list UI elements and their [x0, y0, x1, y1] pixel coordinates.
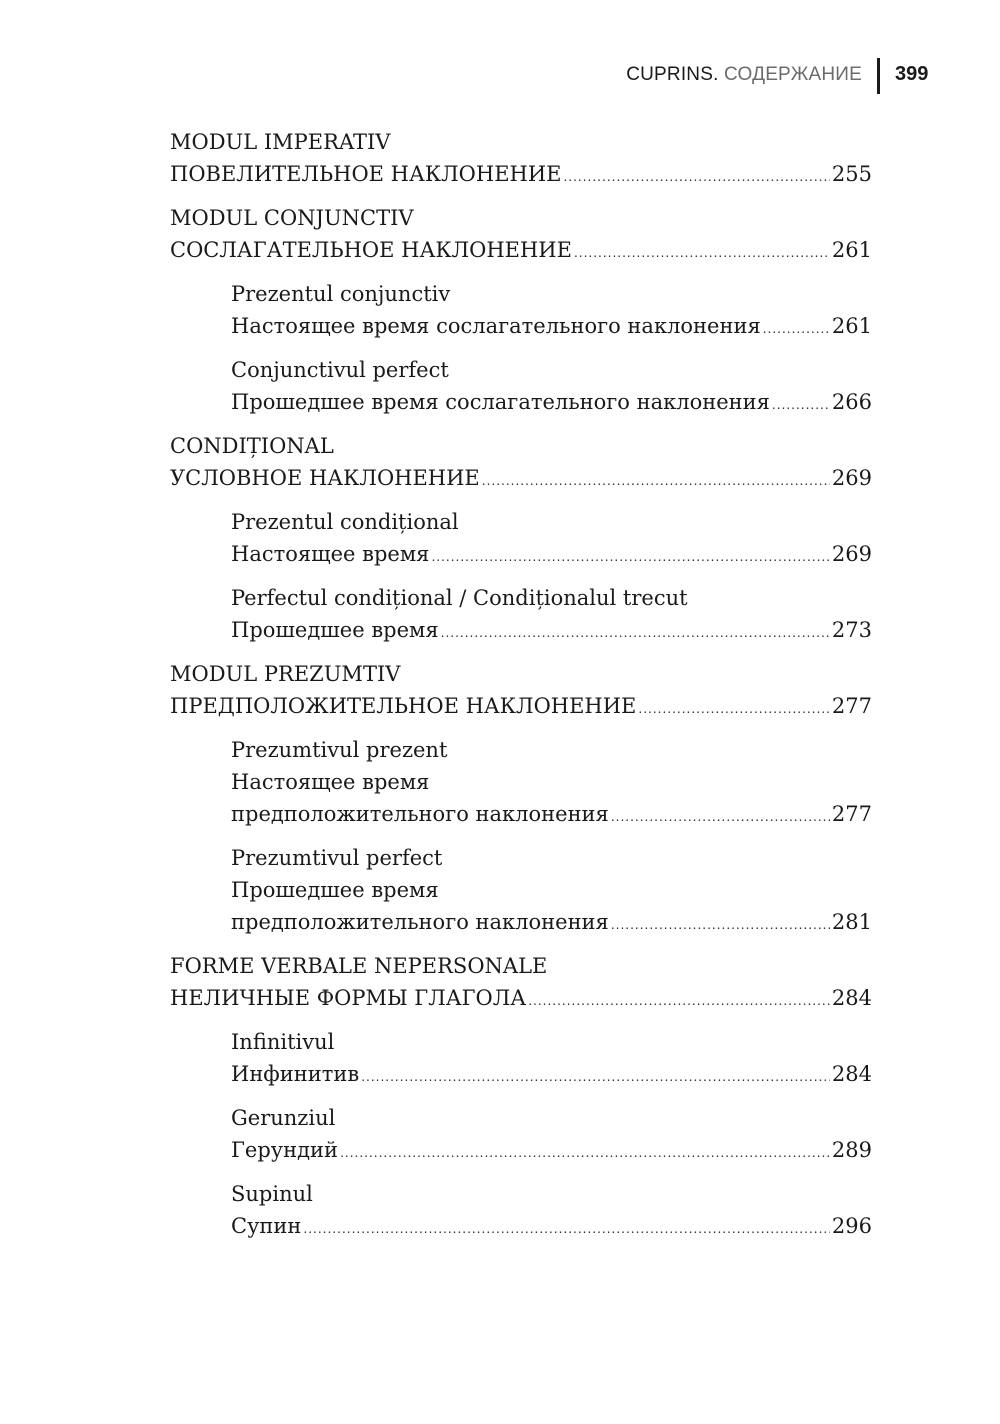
- toc-entry-label: ПРЕДПОЛОЖИТЕЛЬНОЕ НАКЛОНЕНИЕ: [170, 694, 637, 718]
- toc-entry-title: CONDIȚIONAL: [170, 434, 334, 458]
- toc-page-number: 284: [831, 986, 872, 1010]
- toc-entry[interactable]: [0, 202, 1000, 266]
- toc-entry-title: MODUL IMPERATIV: [170, 130, 391, 154]
- dot-leader: [441, 617, 830, 646]
- toc-entry-title: Prezumtivul perfect: [231, 846, 443, 870]
- toc-entry-label: Инфинитив: [231, 1062, 360, 1086]
- toc-entry-final-line: [231, 1058, 872, 1090]
- table-of-contents: [0, 126, 1000, 1254]
- toc-page-number: 273: [831, 618, 872, 642]
- toc-entry-final-line: [231, 1134, 872, 1166]
- running-head-title: [626, 64, 862, 86]
- toc-page-number: 255: [831, 162, 872, 186]
- toc-entry-final-line: [231, 538, 872, 570]
- toc-entry-title: Prezentul condițional: [231, 510, 459, 534]
- toc-page-number: 277: [831, 802, 872, 826]
- dot-leader: [528, 985, 830, 1014]
- toc-entry-label: Герундий: [231, 1138, 339, 1162]
- toc-entry-final-line: [170, 982, 872, 1014]
- toc-entry-title: Supinul: [231, 1182, 313, 1206]
- dot-leader: [431, 541, 829, 570]
- toc-entry-label: Настоящее время: [231, 542, 430, 566]
- toc-entry-label: ПОВЕЛИТЕЛЬНОЕ НАКЛОНЕНИЕ: [170, 162, 562, 186]
- toc-entry[interactable]: [0, 950, 1000, 1014]
- toc-entry-title: Infinitivul: [231, 1030, 335, 1054]
- dot-leader: [303, 1213, 829, 1242]
- toc-entry-title: MODUL CONJUNCTIV: [170, 206, 414, 230]
- toc-page-number: 284: [831, 1062, 872, 1086]
- running-head-title-main: CUPRINS.: [626, 64, 719, 85]
- toc-entry-label: Прошедшее время: [231, 618, 439, 642]
- toc-entry[interactable]: [0, 506, 1000, 570]
- toc-entry-final-line: [170, 158, 872, 190]
- toc-entry-title: MODUL PREZUMTIV: [170, 662, 401, 686]
- toc-entry[interactable]: [0, 430, 1000, 494]
- toc-entry-label: УСЛОВНОЕ НАКЛОНЕНИЕ: [170, 466, 480, 490]
- toc-entry-final-line: [231, 386, 872, 418]
- toc-entry[interactable]: [0, 842, 1000, 938]
- dot-leader: [638, 693, 830, 722]
- toc-entry[interactable]: [0, 1026, 1000, 1090]
- dot-leader: [763, 313, 830, 342]
- toc-entry[interactable]: [0, 126, 1000, 190]
- toc-entry-final-line: [231, 1210, 872, 1242]
- toc-entry[interactable]: [0, 1178, 1000, 1242]
- toc-page-number: 289: [831, 1138, 872, 1162]
- dot-leader: [340, 1137, 830, 1166]
- toc-entry-label: Прошедшее время сослагательного наклонения: [231, 390, 770, 414]
- toc-entry-label: Супин: [231, 1214, 302, 1238]
- dot-leader: [482, 465, 830, 494]
- toc-entry[interactable]: [0, 354, 1000, 418]
- toc-page-number: 277: [831, 694, 872, 718]
- toc-entry-title: Настоящее время: [231, 770, 430, 794]
- toc-entry-final-line: [231, 798, 872, 830]
- toc-page-number: 281: [831, 910, 872, 934]
- toc-page-number: 296: [831, 1214, 872, 1238]
- toc-entry-label: СОСЛАГАТЕЛЬНОЕ НАКЛОНЕНИЕ: [170, 238, 572, 262]
- toc-page-number: 269: [831, 466, 872, 490]
- page-number: 399: [895, 63, 929, 85]
- toc-entry-final-line: [231, 310, 872, 342]
- dot-leader: [361, 1061, 830, 1090]
- toc-entry[interactable]: [0, 734, 1000, 830]
- running-head-divider: [877, 58, 880, 94]
- toc-page-number: 266: [831, 390, 872, 414]
- toc-entry-title: FORME VERBALE NEPERSONALE: [170, 954, 548, 978]
- toc-entry-final-line: [170, 234, 872, 266]
- toc-entry-title: Gerunziul: [231, 1106, 336, 1130]
- toc-entry-title: Prezumtivul prezent: [231, 738, 448, 762]
- toc-entry[interactable]: [0, 658, 1000, 722]
- toc-entry-title: Prezentul conjunctiv: [231, 282, 451, 306]
- running-head: [0, 58, 1000, 98]
- toc-page-number: 261: [831, 238, 872, 262]
- toc-entry-label: предположительного наклонения: [231, 802, 609, 826]
- toc-entry-label: Настоящее время сослагательного наклонения: [231, 314, 761, 338]
- toc-entry-final-line: [170, 690, 872, 722]
- dot-leader: [574, 237, 830, 266]
- toc-entry-final-line: [231, 614, 872, 646]
- toc-entry[interactable]: [0, 582, 1000, 646]
- toc-entry-title: Perfectul condițional / Condiționalul trecut: [231, 586, 688, 610]
- toc-entry-title: Прошедшее время: [231, 878, 439, 902]
- toc-entry-final-line: [170, 462, 872, 494]
- dot-leader: [611, 801, 830, 830]
- running-head-title-sub: СОДЕРЖАНИЕ: [718, 64, 862, 85]
- toc-entry[interactable]: [0, 1102, 1000, 1166]
- dot-leader: [563, 161, 829, 190]
- toc-page-number: 261: [831, 314, 872, 338]
- toc-entry-label: НЕЛИЧНЫЕ ФОРМЫ ГЛАГОЛА: [170, 986, 527, 1010]
- toc-entry[interactable]: [0, 278, 1000, 342]
- dot-leader: [772, 389, 830, 418]
- dot-leader: [611, 909, 830, 938]
- toc-entry-label: предположительного наклонения: [231, 910, 609, 934]
- toc-page-number: 269: [831, 542, 872, 566]
- toc-entry-title: Conjunctivul perfect: [231, 358, 449, 382]
- toc-entry-final-line: [231, 906, 872, 938]
